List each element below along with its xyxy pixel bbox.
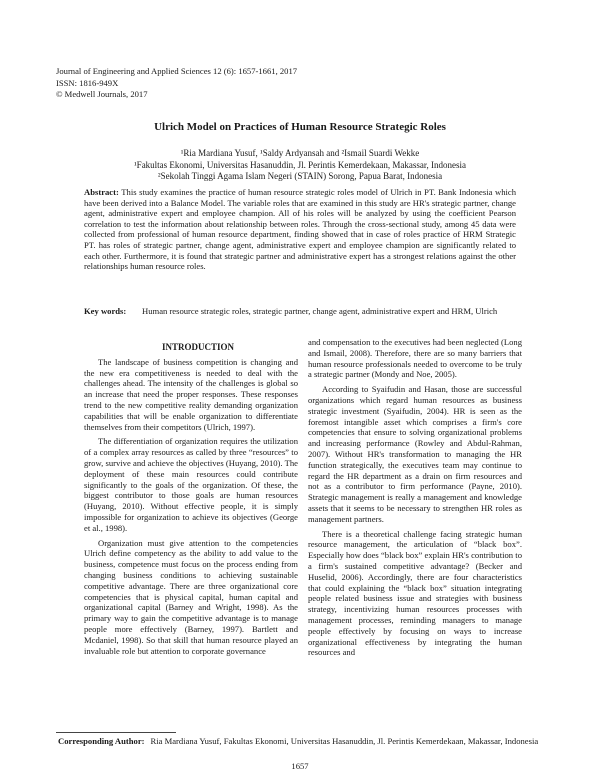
keywords (84, 306, 516, 317)
affiliation-2: ²Sekolah Tinggi Agama Islam Negeri (STAIN) Sorong, Papua Barat, Indonesia (157, 171, 443, 181)
corresponding-author-text: Ria Mardiana Yusuf, Fakultas Ekonomi, Universitas Hasanuddin, Jl. Perintis Kemerdekaan, Makassar, Indonesia (150, 736, 539, 746)
keywords-text: Human resource strategic roles, strategic partner, change agent, administrative expert and HRM, Ulrich (142, 306, 498, 316)
intro-paragraph-3: Organization must give attention to the competencies Ulrich define competency as the ability to add value to the business, competence must focus on the process ending from changing business conditions to achieving sustainable competitive advantage. There are three organizational core competencies that is physical capital, human capital and organizational capital (Barney and Wright, 1998). As the primary way to gain the competitive advantage is to manage people more effectively (Barney, 1997). Bartlett and Mcdaniel, 1998). So that skill that human resource played an invaluable role but attention to corporate governance (84, 537, 298, 656)
journal-citation: Journal of Engineering and Applied Sciences 12 (6): 1657-1661, 2017 (56, 66, 298, 76)
journal-issn: ISSN: 1816-949X (56, 77, 119, 88)
journal-header (56, 66, 297, 101)
paper-title: Ulrich Model on Practices of Human Resource Strategic Roles (154, 121, 446, 133)
right-column (308, 337, 522, 662)
intro-paragraph-4: and compensation to the executives had been neglected (Long and Ismail, 2008). Therefore, there are so many barriers that human resource professionals needed to overcome to be truly a strategic partner (Mondy and Noe, 2005). (308, 337, 522, 380)
affiliation-1: ¹Fakultas Ekonomi, Universitas Hasanuddin, Jl. Perintis Kemerdekaan, Makassar, Indonesia (133, 159, 467, 170)
left-column (84, 342, 298, 660)
corresponding-author-label: Corresponding Author: (58, 736, 145, 746)
footnote-rule (56, 732, 176, 733)
abstract (84, 187, 516, 272)
introduction-heading: INTRODUCTION (161, 342, 234, 352)
intro-paragraph-6: There is a theoretical challenge facing strategic human resource management, the articulation of “black box”. Especially how does “black box” explain HR's contribution to a firm's sustained competitive advantage? (Becker and Huselid, 2006). Accordingly, there are four characteristics that could explaining the “black box” situation integrating people related business issue and strategies with business strategy, incentivizing human resources processes with management processes, reminding managers to manage people effectively by focusing on ways to increase organizational effectiveness by integrating the human resources and (308, 528, 522, 658)
intro-paragraph-2: The differentiation of organization requires the utilization of a complex array resources as called by three “resources” to grow, survive and achieve the objectives (Huyang, 2010). The deployment of these main resources could contribute significantly to the goals of the organization. Of these, the biggest contributor to those goals are human resources (Huyang, 2010). Without effective people, it is simply impossible for organization to achieve its objectives (George et al., 1998). (84, 436, 298, 533)
author-block (0, 148, 600, 183)
page-number: 1657 (291, 761, 309, 771)
intro-paragraph-1: The landscape of business competition is changing and the new era competitiveness is needed to deal with the challenges ahead. The intensity of the challenges is global so an increase that need the proper responses. These responses trend to the new competitive reality demanding organization capabilities that will be enable organization to differentiate themselves from their competitors (Ulrich, 1997). (84, 356, 298, 432)
keywords-label: Key words: (84, 306, 127, 316)
abstract-text: This study examines the practice of human resource strategic roles model of Ulrich in PT. Bank Indonesia which have been derived into a Balance Model. The variable roles that are examined in this study are HR's strategic partner, change agent, administrative expert and employee champion. All of his roles will be analyzed by using the coefficient Pearson correlation to test the information about relationship between roles. Through the cross-sectional study, among 45 data were collected from professional of human resource department, finding showed that in case of roles practice of HRM Strategic PT. has roles of strategic partner, change agent, administrative expert and employee champion are significantly related to each other. Furthermore, it is found that strategic partner and administrative expert has a strongest relations against the other relationships human resource roles. (84, 187, 517, 272)
author-names: ¹Ria Mardiana Yusuf, ¹Saldy Ardyansah and ²Ismail Suardi Wekke (180, 148, 420, 158)
intro-paragraph-5: According to Syaifudin and Hasan, those are successful organizations which regard human resources as business strategic investment (Syaifudin, 2004). HR is seen as the foremost intangible asset which comprises a firm's core competencies that ensure to solving organizational problems and increasing performance (Rowley and Abdul-Rahman, 2007). Without HR's transformation to managing the HR function strategically, the executives team may continue to regard the HR department as a drain on firm resources and not as a contributor to firm performance (Payne, 2010). Strategic management is really a management and knowledge assets that it seems to be necessary to strengthen HR roles as management partners. (308, 384, 522, 524)
corresponding-author (58, 736, 548, 747)
abstract-label: Abstract: (84, 187, 119, 197)
journal-copyright: © Medwell Journals, 2017 (56, 89, 148, 99)
